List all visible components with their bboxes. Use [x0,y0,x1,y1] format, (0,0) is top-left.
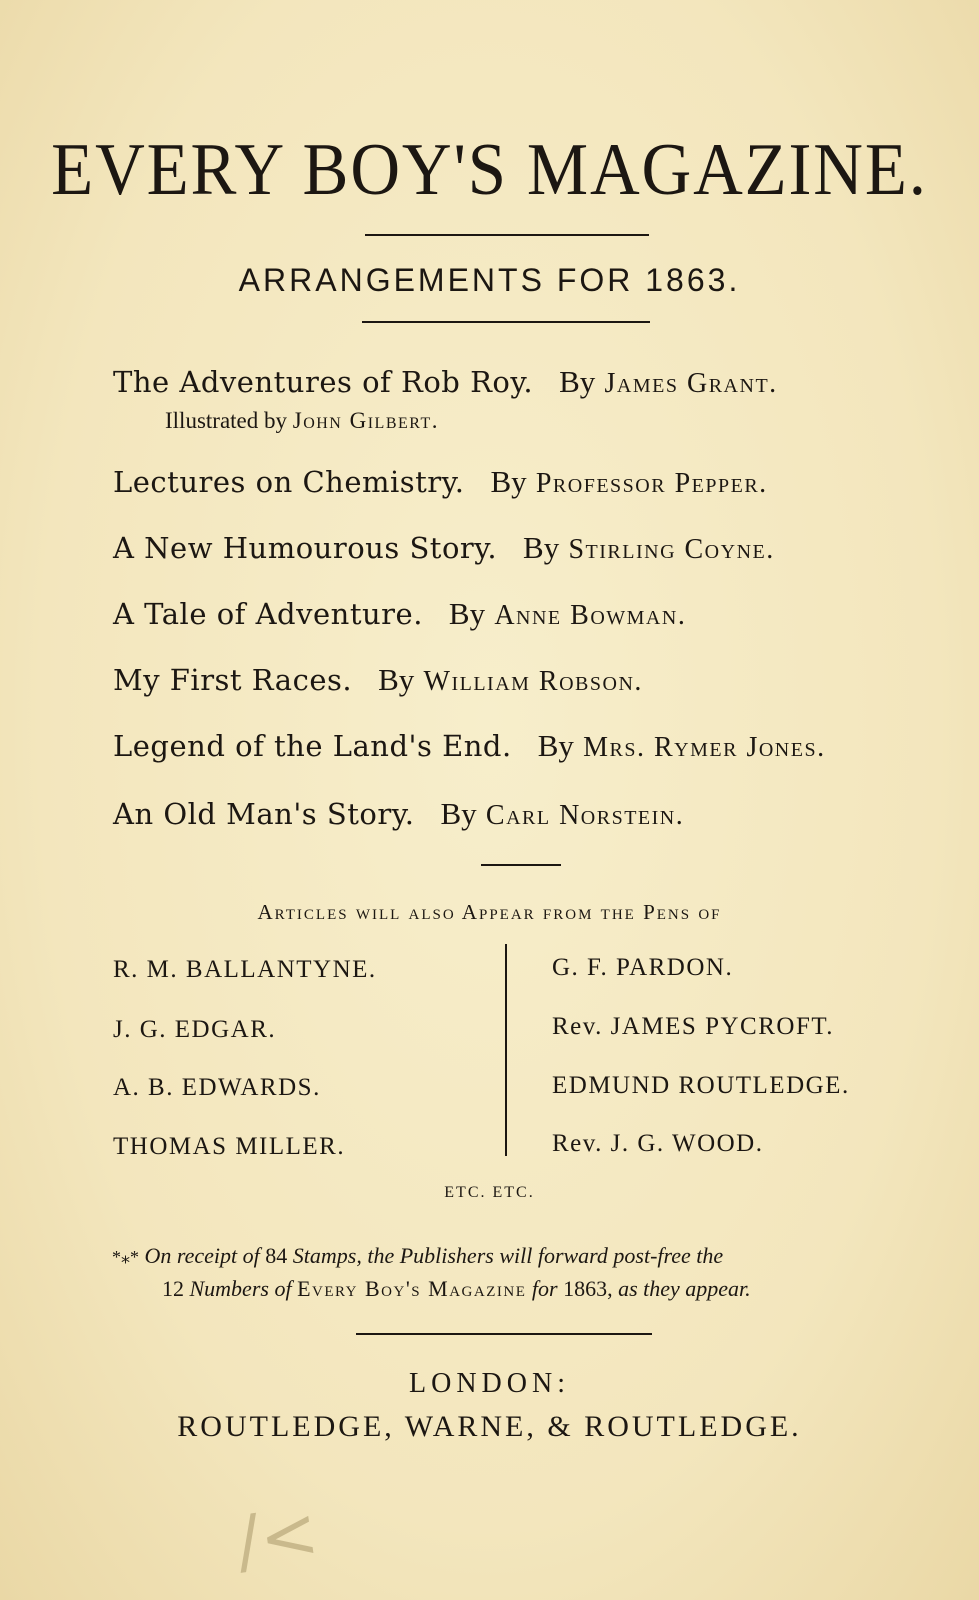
entry-title: An Old Man's Story. [113,797,415,831]
entry-row [113,796,684,832]
illustrator-line [165,408,439,434]
note-text: Stamps, the Publishers will forward post-free the [292,1243,724,1268]
illustrated-prefix: Illustrated by [165,408,287,433]
subscription-note-line-2 [162,1276,751,1302]
page-title: EVERY BOY'S MAGAZINE. [51,129,928,211]
title-rule [365,234,649,236]
entry-row [113,530,775,566]
entry-row [113,464,768,500]
imprint-rule [356,1333,652,1335]
entry-by: By [537,728,574,763]
illustrator-name: John Gilbert. [292,408,440,433]
pen-name-right: Rev. JAMES PYCROFT. [552,1013,835,1040]
pen-name-left: R. M. BALLANTYNE. [113,956,377,983]
entry-author: Stirling Coyne. [568,534,775,565]
pen-name-right: EDMUND ROUTLEDGE. [552,1072,850,1099]
entry-by: By [440,796,477,831]
imprint-city: LONDON: [409,1368,570,1399]
entries-rule [481,864,561,866]
entry-title: A New Humourous Story. [113,531,498,565]
entry-author: Professor Pepper. [535,468,768,499]
pen-name-left: THOMAS MILLER. [113,1133,346,1160]
etc-line: ETC. ETC. [444,1184,535,1201]
entry-title: A Tale of Adventure. [113,597,423,631]
entry-by: By [490,464,527,499]
entry-title: Legend of the Land's End. [113,729,512,763]
entry-author: Mrs. Rymer Jones. [583,732,826,763]
note-number: 84 [265,1243,288,1268]
subscription-note-line-1 [112,1243,723,1269]
note-text: Numbers of [189,1276,292,1301]
entry-author: James Grant. [604,368,778,399]
asterism: *⁎* [112,1247,139,1267]
entry-by: By [378,662,415,697]
note-text: for [531,1276,558,1301]
entry-by: By [448,596,486,631]
entry-row [113,728,826,764]
subtitle-rule [362,321,650,323]
entry-row [113,596,686,632]
entry-author: Carl Norstein. [485,800,685,831]
pen-name-right: G. F. PARDON. [552,954,734,981]
imprint-publisher: ROUTLEDGE, WARNE, & ROUTLEDGE. [177,1410,802,1443]
column-divider [505,944,507,1156]
pen-name-left: J. G. EDGAR. [113,1016,277,1043]
page-subtitle: ARRANGEMENTS FOR 1863. [238,262,741,298]
entry-title: The Adventures of Rob Roy. [113,365,534,399]
pencil-mark: /< [230,1490,324,1584]
also-heading: Articles will also Appear from the Pens of [257,900,722,924]
entry-by: By [559,364,596,399]
entry-title: Lectures on Chemistry. [113,465,465,499]
pen-name-right: Rev. J. G. WOOD. [552,1130,764,1157]
entry-by: By [523,530,560,565]
note-year: 1863, [563,1276,613,1301]
entry-title: My First Races. [113,663,353,697]
note-text: On receipt of [144,1243,260,1268]
note-number: 12 [162,1276,184,1301]
pen-name-left: A. B. EDWARDS. [113,1074,321,1101]
entry-author: William Robson. [423,666,643,697]
entry-row [113,364,778,400]
entry-row [113,662,643,698]
note-text: as they appear. [618,1276,751,1301]
entry-author: Anne Bowman. [494,600,687,631]
note-magazine-name: Every Boy's Magazine [297,1276,527,1301]
